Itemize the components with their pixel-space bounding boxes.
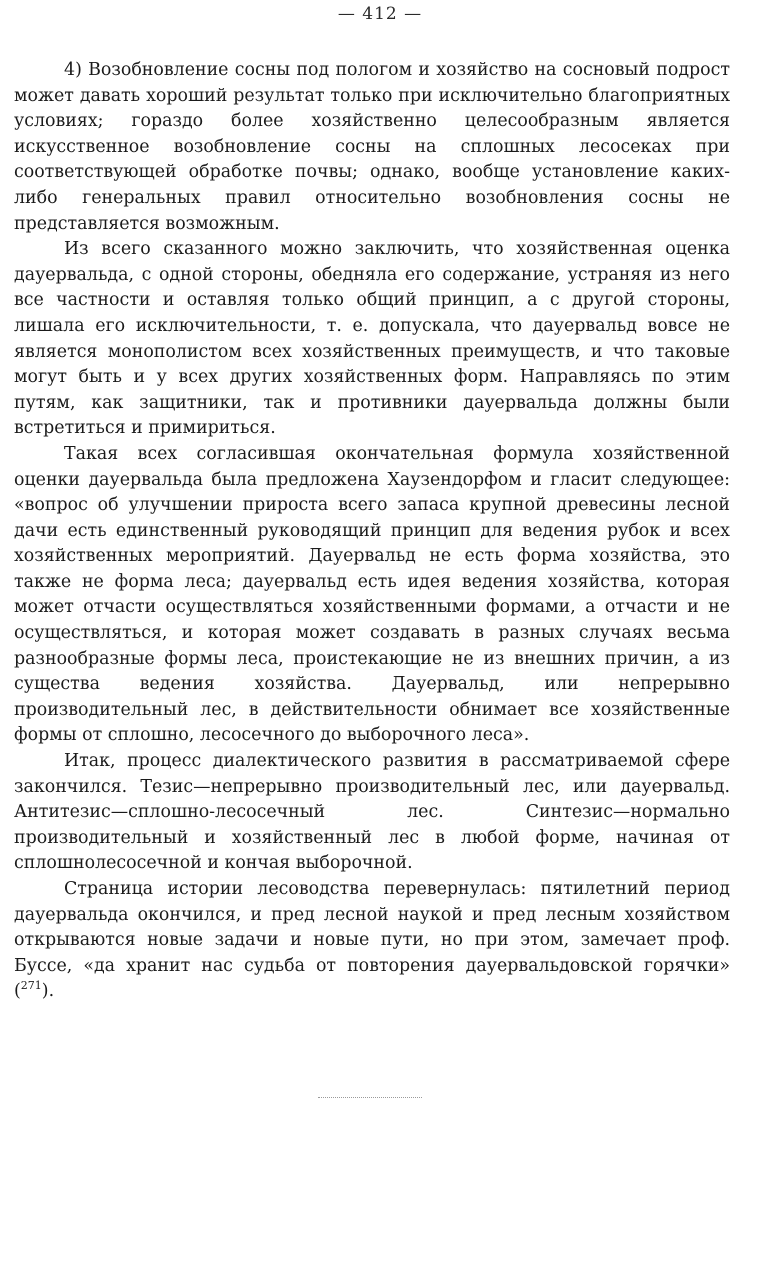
end-of-text-rule <box>318 1097 422 1098</box>
paragraph-1: 4) Возобновление сосны под пологом и хозяйство на сосновый подрост может давать хороший результат только при исключительно благоприятных условиях; гораздо более хозяйственно целесообразным является искусственное возобновление сосны на сплошных лесосеках при соответствующей обработке почвы; однако, вообще установление каких-либо генеральных правил относительно возобновления сосны не представляется возможным. <box>14 60 730 234</box>
paragraph-5-text: Страница истории лесоводства перевернулась: пятилетний период дауервальда окончился, и пред лесной наукой и пред лесным хозяйством открываются новые задачи и новые пути, но при этом, замечает проф. Буссе, «да хранит нас судьба от повторения дауервальдовской горячки» <box>14 879 730 976</box>
body-text <box>14 58 730 1005</box>
paragraph-2: Из всего сказанного можно заключить, что хозяйственная оценка дауервальда, с одной стороны, обедняла его содержание, устраняя из него все частности и оставляя только общий принцип, а с другой стороны, лишала его исключительности, т. е. допускала, что дауервальд вовсе не является монополистом всех хозяйственных преимуществ, и что таковые могут быть и у всех других хозяйственных форм. Направляясь по этим путям, как защитники, так и противники дауервальда должны были встретиться и примириться. <box>14 239 730 439</box>
paragraph-5: Страница истории лесоводства перевернулась: пятилетний период дауервальда окончился, и пред лесной наукой и пред лесным хозяйством открываются новые задачи и новые пути, но при этом, замечает проф. Буссе, «да хранит нас судьба от повторения дауервальдовской горячки» ($^{271}$). <box>14 879 730 1002</box>
paragraph-4: Итак, процесс диалектического развития в рассматриваемой сфере закончился. Тезис—непрерывно производительный лес, или дауервальд. Антитезис—сплошно-лесосечный лес. Синтезис—нормально производительный и хозяйственный лес в любой форме, начиная от сплошнолесосечной и кончая выборочной. <box>14 751 730 874</box>
footnote-reference: 271 <box>20 979 42 993</box>
paragraph-3: Такая всех согласившая окончательная формула хозяйственной оценки дауервальда была предложена Хаузендорфом и гласит следующее: «вопрос об улучшении прироста всего запаса крупной древесины лесной дачи есть единственный руководящий принцип для ведения рубок и всех хозяйственных мероприятий. Дауервальд не есть форма хозяйства, это также не форма леса; дауервальд есть идея ведения хозяйства, которая может отчасти осуществляться хозяйственными формами, а отчасти и не осуществляться, и которая может создавать в разных случаях весьма разнообразные формы леса, проистекающие не из внешних причин, а из существа ведения хозяйства. Дауервальд, или непрерывно производительный лес, в действительности обнимает все хозяйственные формы от сплошно, лесосечного до выборочного леса». <box>14 443 730 746</box>
page-number: — 412 — <box>337 4 423 24</box>
paragraph-5-end: . <box>48 981 55 1002</box>
